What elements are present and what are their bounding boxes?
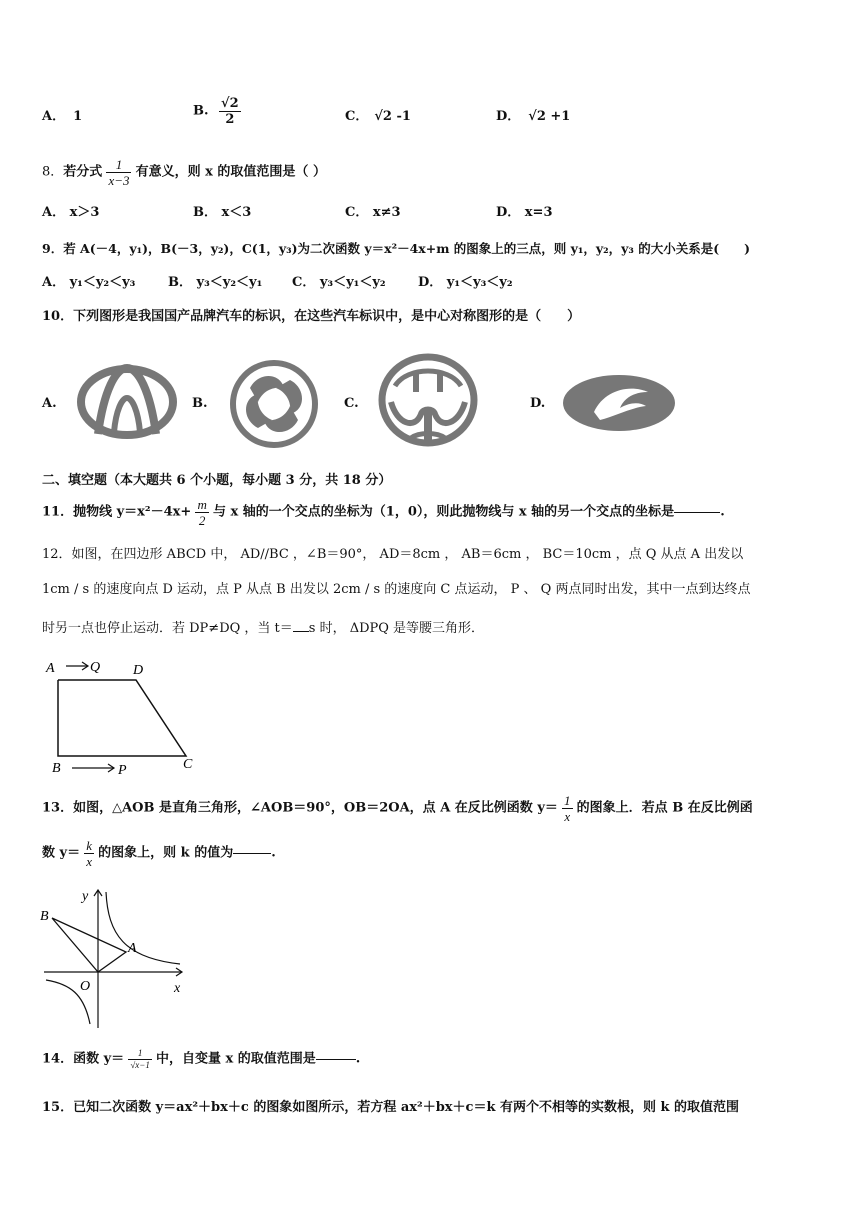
q13-label-a: A <box>128 941 137 956</box>
q7-option-a: A． 1 <box>42 109 83 124</box>
q13-answer-blank <box>233 853 271 854</box>
q12-label-c: C <box>183 757 193 772</box>
q15-question: 15．已知二次函数 y＝ax²＋bx＋c 的图象如图所示，若方程 ax²＋bx＋c＝k 有两个不相等的实数根，则 k 的取值范围 <box>42 1100 740 1115</box>
section-2-heading: 二、填空题（本大题共 6 个小题，每小题 3 分，共 18 分） <box>42 473 392 488</box>
q8-question: 8．若分式 $\frac{1}{x-3}$ 有意义，则 x 的取值范围是（ ） <box>42 157 326 188</box>
q9-option-a: A． y₁＜y₂＜y₃ <box>42 275 136 290</box>
q12-label-a: A <box>46 661 55 676</box>
q12-line-1: 12．如图，在四边形 ABCD 中， AD//BC ，∠B＝90°， AD＝8cm ， AB＝6cm ， BC＝10cm ，点 Q 从点 A 出发以 <box>42 547 744 562</box>
q14-answer-blank <box>316 1059 356 1060</box>
q13-line-2: 数 y＝ $\frac{k}{x}$ 的图象上，则 k 的值为 . <box>42 838 276 869</box>
q7-option-d: D． √2 +1 <box>496 109 571 124</box>
q9-option-d: D． y₁＜y₃＜y₂ <box>418 275 513 290</box>
q12-line-2: 1cm / s 的速度向点 D 运动，点 P 从点 B 出发以 2cm / s 的速度向 C 点运动， P 、 Q 两点同时出发，其中一点到达终点 <box>42 582 751 597</box>
q13-line-1: 13．如图，△AOB 是直角三角形，∠AOB＝90°，OB＝2OA，点 A 在反比例函数 y＝ $\frac{1}{x}$ 的图象上．若点 B 在反比例函 <box>42 793 753 824</box>
q13-label-y: y <box>82 889 89 904</box>
q10-label-d: D. <box>530 396 546 411</box>
q10-label-a: A. <box>42 396 57 411</box>
q12-answer-blank <box>293 631 309 632</box>
q8-option-c: C． x≠3 <box>345 205 401 220</box>
q13-label-b: B <box>40 909 49 924</box>
q10-label-b: B. <box>192 396 208 411</box>
q10-question: 10．下列图形是我国国产品牌汽车的标识，在这些汽车标识中，是中心对称图形的是（ ） <box>42 309 581 324</box>
q11-answer-blank <box>674 512 720 513</box>
logo-a-image <box>76 360 178 440</box>
q10-label-c: C. <box>344 396 359 411</box>
q7-option-c: C． √2 -1 <box>345 109 411 124</box>
logo-b-image <box>228 358 320 450</box>
q9-option-c: C． y₃＜y₁＜y₂ <box>292 275 386 290</box>
q9-question: 9．若 A(－4，y₁)，B(－3，y₂)，C(1，y₃)为二次函数 y＝x²－4x+m 的图象上的三点，则 y₁，y₂，y₃ 的大小关系是( ) <box>42 241 751 256</box>
q12-trapezoid-figure <box>40 656 200 780</box>
q8-option-d: D． x=3 <box>496 205 553 220</box>
q12-label-p: P <box>118 763 127 778</box>
q12-label-q: Q <box>90 660 101 675</box>
q13-label-x: x <box>174 981 181 996</box>
q9-option-b: B． y₃＜y₂＜y₁ <box>168 275 263 290</box>
q12-label-d: D <box>133 663 144 678</box>
logo-c-image <box>377 352 479 448</box>
q8-option-a: A． x＞3 <box>42 205 100 220</box>
q13-label-o: O <box>80 979 91 994</box>
q7-option-b: B. $\frac{√2}{2}$ <box>193 96 239 127</box>
q12-line-3: 时另一点也停止运动．若 DP≠DQ ，当 t＝ s 时， ΔDPQ 是等腰三角形． <box>42 621 485 636</box>
q14-question: 14．函数 y＝ $\frac{1}{√x-1}$ 中，自变量 x 的取值范围是 . <box>42 1048 361 1070</box>
q12-label-b: B <box>52 761 61 776</box>
q13-hyperbola-figure <box>40 884 190 1030</box>
q11-question: 11．抛物线 y＝x²－4x+ $\frac{m}{2}$ 与 x 轴的一个交点的坐标为（1，0），则此抛物线与 x 轴的另一个交点的坐标是 . <box>42 497 725 528</box>
logo-d-image <box>560 372 678 434</box>
q8-option-b: B． x＜3 <box>193 205 252 220</box>
